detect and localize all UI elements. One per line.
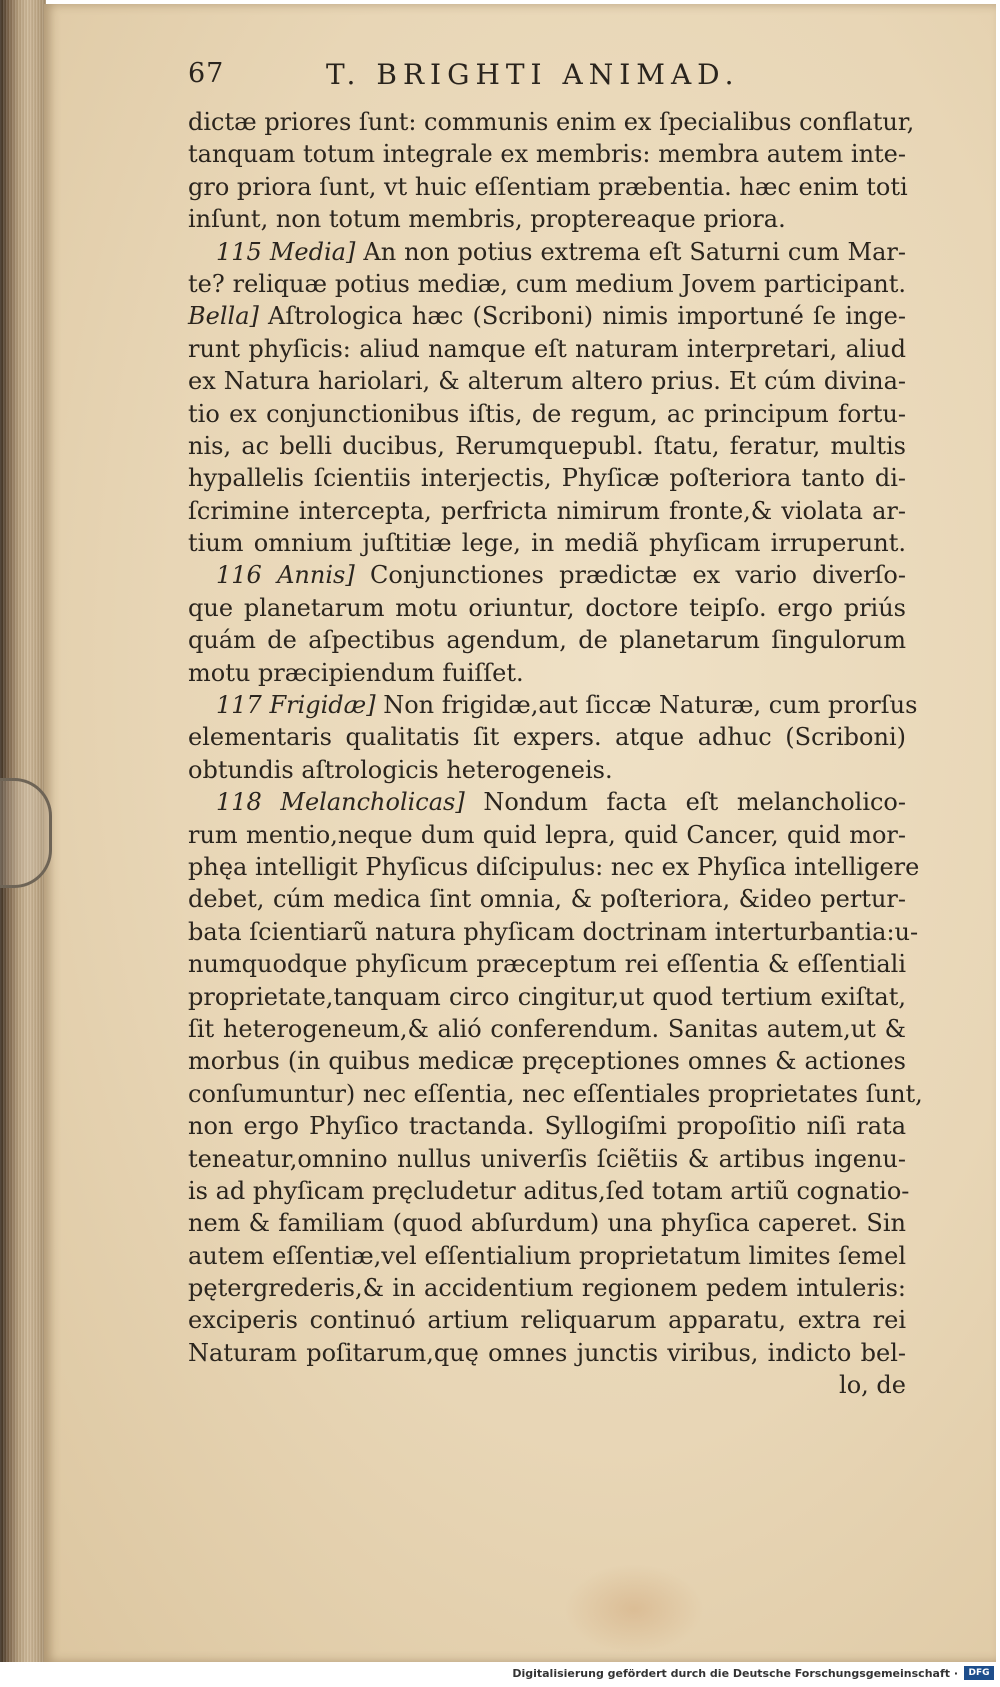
text-line: exciperis continuó artium reliquarum apparatu, extra rei bbox=[188, 1306, 906, 1335]
text-line: bata ſcientiarũ natura phyſicam doctrinam interturbantia:u- bbox=[188, 917, 919, 946]
text-line: ex Natura hariolari, & alterum altero prius. Et cúm divina- bbox=[188, 367, 906, 396]
book-clasp bbox=[0, 778, 52, 888]
note-lemma: 118 Melancholicas] bbox=[216, 788, 465, 817]
text-line: dictæ priores ſunt: communis enim ex ſpecialibus conflatur, bbox=[188, 108, 915, 136]
text-line: hypallelis ſcientiis interjectis, Phyſicæ poſteriora tanto di- bbox=[188, 464, 906, 493]
note-line: 116 Annis] Conjunctiones prædictæ ex vario diverſo- bbox=[216, 561, 906, 590]
text-line: motu præcipiendum fuiſſet. bbox=[188, 658, 524, 687]
text-line: te? reliquæ potius mediæ, cum medium Jovem participant. bbox=[188, 269, 906, 298]
note-lemma: 117 Frigidæ] bbox=[216, 691, 376, 720]
text-line: ſit heterogeneum,& alió conferendum. Sanitas autem,ut & bbox=[188, 1014, 906, 1043]
text-line: tio ex conjunctionibus iſtis, de regum, ac principum fortu- bbox=[188, 399, 906, 428]
text-line: nem & familiam (quod abſurdum) una phyſica caperet. Sin bbox=[188, 1209, 906, 1238]
text-line: numquodque phyſicum præceptum rei eſſentia & eſſentiali bbox=[188, 950, 906, 979]
note-line: Bella] Aſtrologica hæc (Scriboni) nimis importuné ſe inge- bbox=[188, 302, 906, 331]
text-line: lo, de bbox=[839, 1371, 906, 1400]
note-line: 118 Melancholicas] Nondum facta eſt melancholico- bbox=[216, 788, 906, 817]
note-lemma: Bella] bbox=[188, 302, 259, 331]
text-line: nis, ac belli ducibus, Rerumquepubl. ſtatu, feratur, multis bbox=[188, 431, 906, 460]
text-line: is ad phyſicam pręcludetur aditus,ſed totam artiũ cognatio- bbox=[188, 1176, 910, 1205]
note-lemma: 115 Media] bbox=[216, 237, 356, 266]
text-line: quám de aſpectibus agendum, de planetarum ſingulorum bbox=[188, 626, 906, 655]
text-line: autem eſſentiæ,vel eſſentialium proprietatum limites ſemel bbox=[188, 1241, 906, 1270]
text-line: phęa intelligit Phyſicus diſcipulus: nec ex Phyſica intelligere bbox=[188, 852, 920, 881]
text-line: rum mentio,neque dum quid lepra, quid Cancer, quid mor- bbox=[188, 820, 906, 849]
text-line: runt phyſicis: aliud namque eſt naturam interpretari, aliud bbox=[188, 334, 906, 363]
text-line: Naturam poſitarum,quę omnes junctis viribus, indicto bel- bbox=[188, 1338, 906, 1367]
text-line: gro priora ſunt, vt huic eſſentiam præbentia. hæc enim toti bbox=[188, 172, 908, 201]
text-line: non ergo Phyſico tractanda. Syllogiſmi propoſitio niſi rata bbox=[188, 1112, 906, 1141]
text-line: proprietate,tanquam circo cingitur,ut quod tertium exiſtat, bbox=[188, 982, 906, 1011]
text-line: obtundis aſtrologicis heterogeneis. bbox=[188, 755, 613, 784]
note-line: 115 Media] An non potius extrema eſt Saturni cum Mar- bbox=[216, 237, 906, 266]
text-line: conſumuntur) nec eſſentia, nec eſſentiales proprietates ſunt, bbox=[188, 1079, 923, 1108]
note-line: 117 Frigidæ] Non frigidæ,aut ſiccæ Naturæ, cum prorſus bbox=[216, 691, 918, 720]
text-line: morbus (in quibus medicæ pręceptiones omnes & actiones bbox=[188, 1047, 906, 1076]
text-line: inſunt, non totum membris, proptereaque priora. bbox=[188, 205, 786, 234]
text-line: elementaris qualitatis ſit expers. atque adhuc (Scriboni) bbox=[188, 723, 906, 752]
running-title: T. BRIGHTI ANIMAD. bbox=[326, 58, 740, 91]
text-line: tanquam totum integrale ex membris: membra autem inte- bbox=[188, 140, 906, 169]
dfg-logo: DFG bbox=[964, 1666, 994, 1680]
digitization-footer bbox=[0, 1662, 1000, 1687]
text-line: debet, cúm medica ſint omnia, & poſteriora, &ideo pertur- bbox=[188, 885, 906, 914]
text-line: teneatur,omnino nullus univerſis ſciẽtiis & artibus ingenu- bbox=[188, 1144, 906, 1173]
text-line: pętergrederis,& in accidentium regionem pedem intuleris: bbox=[188, 1274, 906, 1303]
running-head bbox=[188, 58, 888, 98]
note-lemma: 116 Annis] bbox=[216, 561, 355, 590]
paper-stain bbox=[564, 1564, 704, 1654]
body-text bbox=[188, 106, 923, 1402]
text-line: ſcrimine intercepta, perfricta nimirum fronte,& violata ar- bbox=[188, 496, 906, 525]
funding-credit: Digitalisierung gefördert durch die Deutsche Forschungsgemeinschaft · bbox=[512, 1667, 958, 1680]
text-line: tium omnium juſtitiæ lege, in mediã phyſicam irruperunt. bbox=[188, 529, 906, 558]
text-line: que planetarum motu oriuntur, doctore teipſo. ergo priús bbox=[188, 593, 906, 622]
page-number: 67 bbox=[188, 58, 225, 89]
